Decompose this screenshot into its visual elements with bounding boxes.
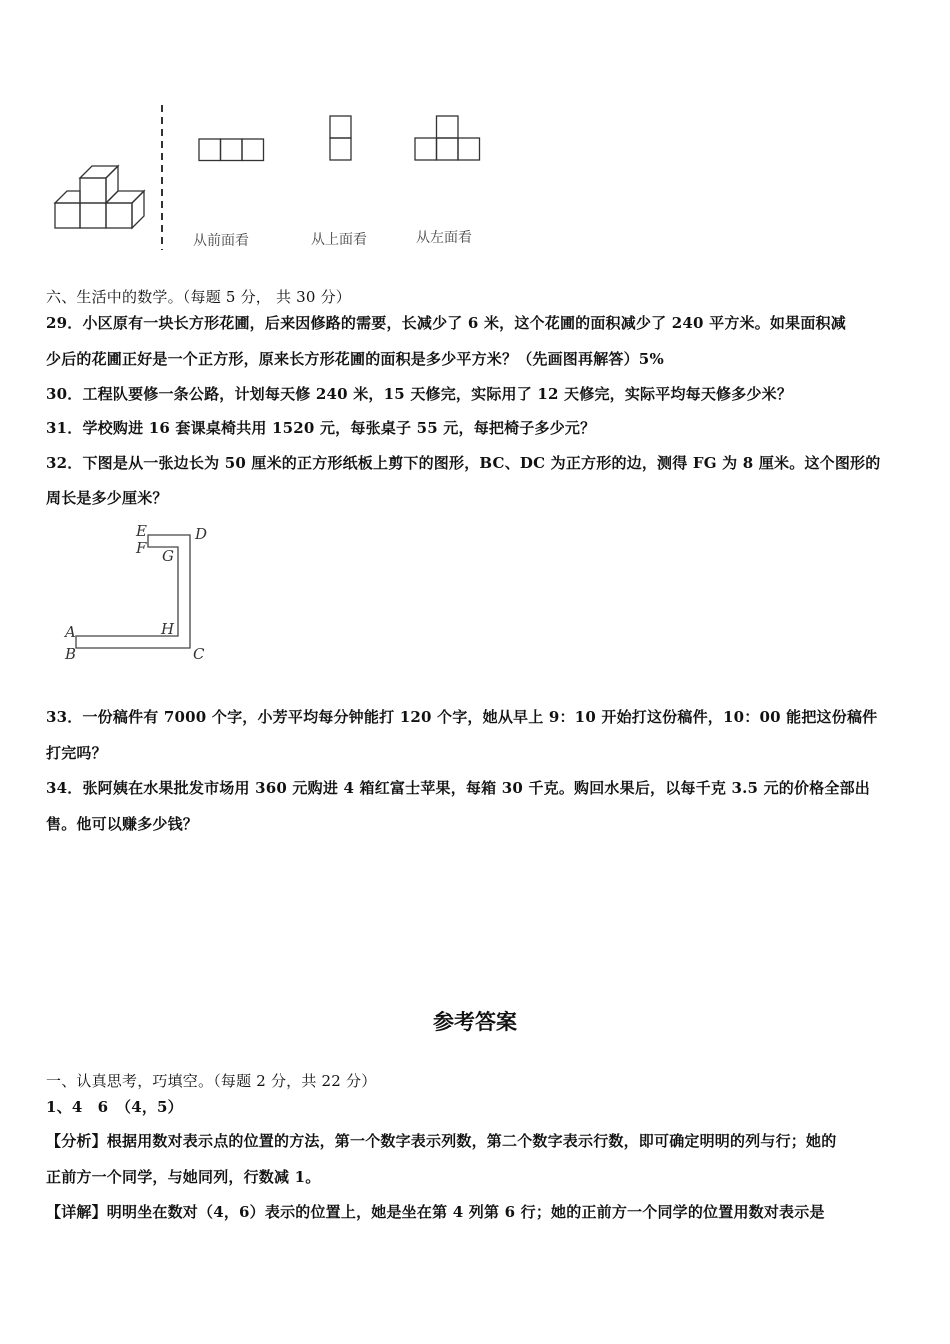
q34-line2: 售。他可以赚多少钱？ <box>46 815 199 833</box>
q34-line1: 34．张阿姨在水果批发市场用 360 元购进 4 箱红富士苹果，每箱 30 千克。购回水果后，以每千克 3.5 元的价格全部出 <box>46 779 870 797</box>
answer-1: 1、4 6 （4，5） <box>46 1098 183 1116</box>
top-view-label: 从上面看 <box>311 232 367 248</box>
label-g: G <box>162 547 174 565</box>
analysis-line1: 【分析】根据用数对表示点的位置的方法，第一个数字表示列数，第二个数字表示行数，即可确定明明的列与行；她的 <box>46 1132 837 1150</box>
q29-line2: 少后的花圃正好是一个正方形，原来长方形花圃的面积是多少平方米？（先画图再解答）5% <box>46 350 664 368</box>
l-shape-figure <box>60 520 210 660</box>
left-view-shape <box>413 114 483 162</box>
q33-line1: 33．一份稿件有 7000 个字，小芳平均每分钟能打 120 个字，她从早上 9：10 开始打这份稿件，10：00 能把这份稿件 <box>46 708 878 726</box>
q29-line1: 29．小区原有一块长方形花圃，后来因修路的需要，长减少了 6 米，这个花圃的面积减少了 240 平方米。如果面积减 <box>46 314 846 332</box>
q31: 31．学校购进 16 套课桌椅共用 1520 元，每张桌子 55 元，每把椅子多少元？ <box>46 419 596 437</box>
label-h: H <box>161 620 175 638</box>
dashed-divider <box>158 105 166 250</box>
cube-stack-figure <box>50 158 155 233</box>
q33-line2: 打完吗？ <box>46 744 107 762</box>
q32-line2: 周长是多少厘米？ <box>46 489 168 507</box>
answers-title: 参考答案 <box>433 1010 517 1034</box>
label-a: A <box>65 623 76 641</box>
label-b: B <box>65 645 77 663</box>
label-c: C <box>193 645 205 663</box>
section6-heading: 六、生活中的数学。（每题 5 分， 共 30 分） <box>46 288 351 306</box>
analysis-line2: 正前方一个同学，与她同列，行数减 1。 <box>46 1168 321 1186</box>
q30: 30．工程队要修一条公路，计划每天修 240 米，15 天修完，实际用了 12 天修完，实际平均每天修多少米？ <box>46 385 793 403</box>
label-f: F <box>136 539 147 557</box>
label-e: E <box>136 522 147 540</box>
label-d: D <box>195 525 208 543</box>
front-view-label: 从前面看 <box>193 233 249 249</box>
left-view-label: 从左面看 <box>416 230 472 246</box>
detail-line1: 【详解】明明坐在数对（4，6）表示的位置上，她是坐在第 4 列第 6 行；她的正前方一个同学的位置用数对表示是 <box>46 1203 825 1221</box>
answers-heading: 一、认真思考，巧填空。（每题 2 分，共 22 分） <box>46 1072 377 1090</box>
top-view-shape <box>327 114 355 162</box>
front-view-shape <box>197 137 267 163</box>
q32-line1: 32．下图是从一张边长为 50 厘米的正方形纸板上剪下的图形，BC、DC 为正方形的边，测得 FG 为 8 厘米。这个图形的 <box>46 454 881 472</box>
